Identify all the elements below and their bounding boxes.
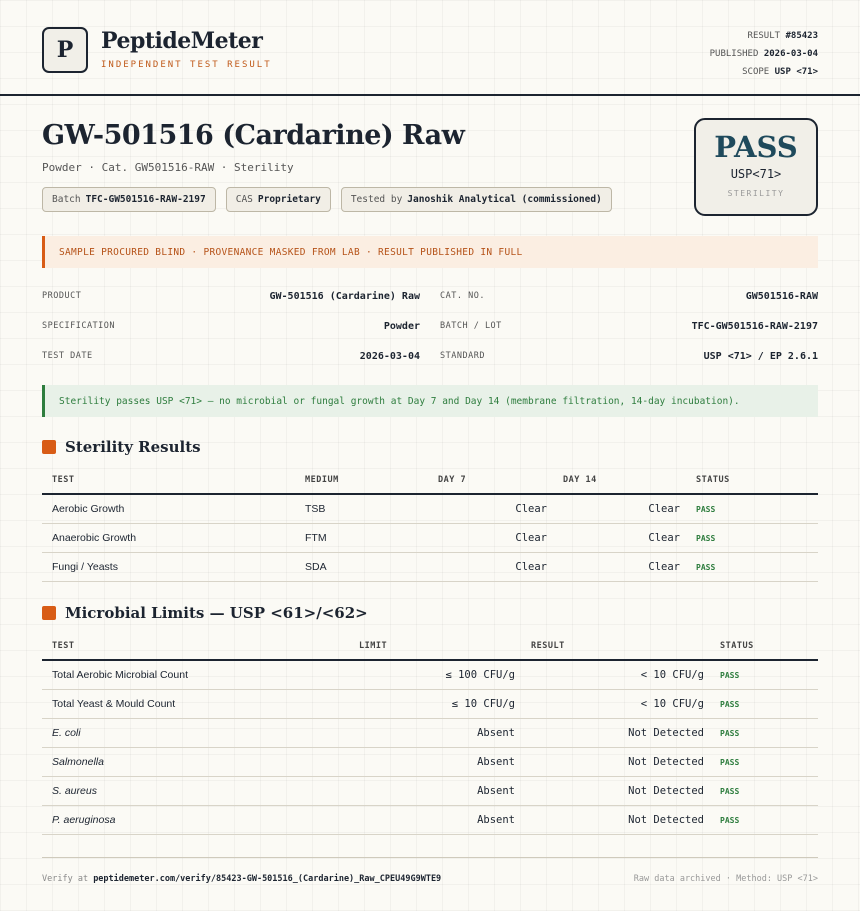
verify-prefix: Verify at: [42, 874, 89, 884]
status-badge: PASS: [696, 533, 716, 543]
column-header: DAY 7: [428, 467, 553, 494]
column-header: MEDIUM: [295, 467, 428, 494]
result: Not Detected: [521, 776, 710, 805]
test-name: Total Yeast & Mould Count: [42, 689, 349, 718]
report-footer: [42, 857, 818, 901]
detail-label: PRODUCT: [42, 291, 82, 301]
microbial-section-header: [42, 604, 368, 622]
limit: ≤ 100 CFU/g: [349, 660, 521, 689]
chip-value: Proprietary: [257, 194, 321, 205]
scope-value: USP <71>: [774, 67, 818, 77]
section-marker-icon: [42, 440, 56, 454]
stamp-label: STERILITY: [727, 189, 785, 198]
info-chips: [42, 187, 612, 212]
column-header: DAY 14: [553, 467, 686, 494]
day7-result: Clear: [428, 494, 553, 523]
stamp-verdict: PASS: [714, 130, 798, 164]
status-badge: PASS: [720, 815, 740, 825]
brand-tagline: INDEPENDENT TEST RESULT: [101, 60, 272, 70]
detail-label: TEST DATE: [42, 351, 93, 361]
table-row: [42, 776, 818, 805]
day7-result: Clear: [428, 552, 553, 581]
limit: Absent: [349, 805, 521, 834]
table-row: [42, 552, 818, 581]
test-name: S. aureus: [42, 776, 349, 805]
column-header: STATUS: [686, 467, 818, 494]
details-grid: [42, 281, 818, 371]
tested-by-chip: [341, 187, 612, 212]
test-name: Salmonella: [42, 747, 349, 776]
column-header: TEST: [42, 467, 295, 494]
column-header: RESULT: [521, 633, 710, 660]
footer-method: Raw data archived · Method: USP <71>: [633, 874, 818, 884]
detail-value: Powder: [383, 320, 420, 332]
report-header: [0, 0, 860, 96]
detail-label: BATCH / LOT: [440, 321, 502, 331]
detail-value: GW-501516 (Cardarine) Raw: [269, 290, 420, 302]
sterility-section-header: [42, 438, 201, 456]
medium: FTM: [295, 523, 428, 552]
verify-link[interactable]: peptidemeter.com/verify/85423-GW-501516_(Cardarine)_Raw_CPEU49G9WTE9: [93, 874, 442, 884]
day14-result: Clear: [553, 552, 686, 581]
status-badge: PASS: [720, 786, 740, 796]
limit: Absent: [349, 747, 521, 776]
chip-label: Batch: [52, 194, 81, 205]
status-badge: PASS: [720, 728, 740, 738]
status-badge: PASS: [720, 670, 740, 680]
test-name: Anaerobic Growth: [42, 523, 295, 552]
test-name: Total Aerobic Microbial Count: [42, 660, 349, 689]
test-name: Fungi / Yeasts: [42, 552, 295, 581]
result: Not Detected: [521, 718, 710, 747]
detail-value: TFC-GW501516-RAW-2197: [691, 320, 818, 332]
section-title: Sterility Results: [65, 438, 201, 456]
section-title: Microbial Limits — USP <61>/<62>: [65, 604, 368, 622]
column-header: TEST: [42, 633, 349, 660]
brand-name: PeptideMeter: [101, 28, 263, 54]
chip-label: Tested by: [350, 194, 403, 205]
status-badge: PASS: [696, 504, 716, 514]
verify-line: [42, 874, 441, 884]
day14-result: Clear: [553, 523, 686, 552]
section-marker-icon: [42, 606, 56, 620]
scope-label: SCOPE: [742, 67, 770, 77]
microbial-table: [42, 633, 818, 835]
report-meta: [710, 27, 818, 81]
status-badge: PASS: [696, 562, 716, 572]
table-row: [42, 660, 818, 689]
detail-label: CAT. NO.: [440, 291, 485, 301]
detail-label: STANDARD: [440, 351, 485, 361]
test-name: E. coli: [42, 718, 349, 747]
chip-value: Janoshik Analytical (commissioned): [407, 194, 602, 205]
table-row: [42, 718, 818, 747]
detail-label: SPECIFICATION: [42, 321, 116, 331]
detail-value: 2026-03-04: [359, 350, 420, 362]
limit: ≤ 10 CFU/g: [349, 689, 521, 718]
result-number: #85423: [785, 31, 818, 41]
status-badge: PASS: [720, 699, 740, 709]
column-header: LIMIT: [349, 633, 521, 660]
brand-logo: P: [42, 27, 88, 73]
summary-note: Sterility passes USP <71> — no microbial or fungal growth at Day 7 and Day 14 (membrane filtration, 14-day incubation).: [42, 385, 818, 417]
page-subtitle: Powder · Cat. GW501516-RAW · Sterility: [42, 161, 294, 174]
published-date: 2026-03-04: [763, 49, 818, 59]
table-row: [42, 805, 818, 834]
test-name: Aerobic Growth: [42, 494, 295, 523]
medium: TSB: [295, 494, 428, 523]
result: < 10 CFU/g: [521, 660, 710, 689]
sterility-table: [42, 467, 818, 582]
pass-stamp: [694, 118, 818, 216]
result: < 10 CFU/g: [521, 689, 710, 718]
column-header: STATUS: [710, 633, 818, 660]
status-badge: PASS: [720, 757, 740, 767]
test-name: P. aeruginosa: [42, 805, 349, 834]
limit: Absent: [349, 776, 521, 805]
page-title: GW-501516 (Cardarine) Raw: [42, 120, 465, 151]
stamp-code: USP<71>: [730, 167, 782, 181]
cas-chip: [226, 187, 331, 212]
detail-value: USP <71> / EP 2.6.1: [703, 350, 818, 362]
day14-result: Clear: [553, 494, 686, 523]
published-label: PUBLISHED: [709, 49, 759, 59]
limit: Absent: [349, 718, 521, 747]
result: Not Detected: [521, 747, 710, 776]
detail-value: GW501516-RAW: [745, 290, 818, 302]
table-row: [42, 523, 818, 552]
batch-chip: [42, 187, 216, 212]
table-row: [42, 747, 818, 776]
table-row: [42, 494, 818, 523]
provenance-banner: SAMPLE PROCURED BLIND · PROVENANCE MASKED FROM LAB · RESULT PUBLISHED IN FULL: [42, 236, 818, 268]
chip-value: TFC-GW501516-RAW-2197: [85, 194, 206, 205]
result: Not Detected: [521, 805, 710, 834]
result-label: RESULT: [747, 31, 781, 41]
table-row: [42, 689, 818, 718]
day7-result: Clear: [428, 523, 553, 552]
chip-label: CAS: [235, 194, 253, 205]
medium: SDA: [295, 552, 428, 581]
